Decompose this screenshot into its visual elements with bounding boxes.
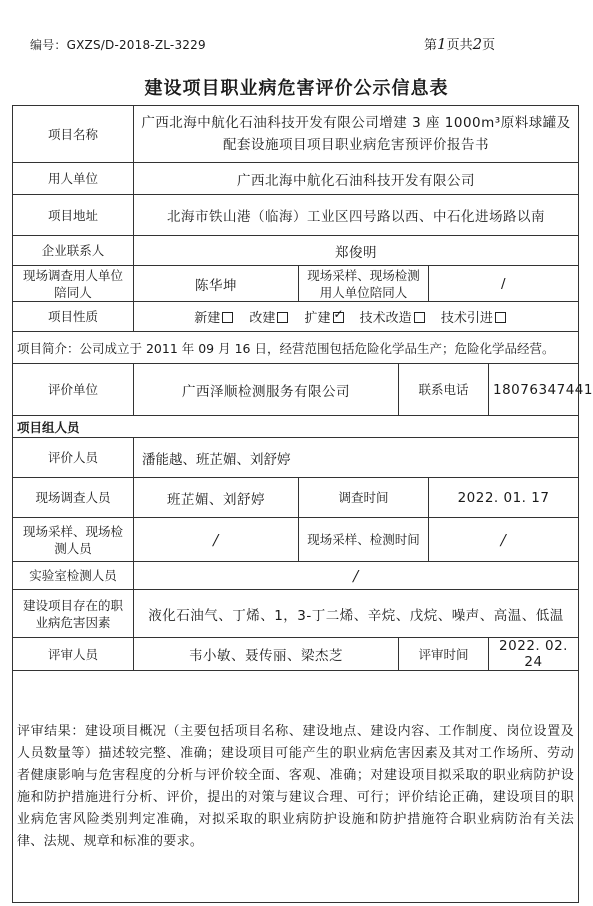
survey-time-value: 2022. 01. 17 bbox=[429, 478, 579, 518]
lab-staff-label: 实验室检测人员 bbox=[13, 562, 134, 590]
nature-new-checkbox[interactable] bbox=[222, 312, 233, 323]
nature-new-label: 新建 bbox=[194, 311, 221, 326]
survey-time-label: 调查时间 bbox=[299, 478, 429, 518]
project-name-label: 项目名称 bbox=[13, 106, 134, 163]
row-team-header bbox=[13, 416, 579, 438]
row-reviewers bbox=[13, 638, 579, 671]
eval-unit-value: 广西泽顺检测服务有限公司 bbox=[134, 364, 399, 416]
lab-staff-value: / bbox=[134, 562, 579, 590]
nature-option-rebuild bbox=[249, 311, 294, 326]
row-intro bbox=[13, 332, 579, 364]
row-project-nature bbox=[13, 302, 579, 332]
employer-label: 用人单位 bbox=[13, 163, 134, 195]
sampling-staff-label: 现场采样、现场检测人员 bbox=[13, 518, 134, 562]
nature-expand-label: 扩建 bbox=[304, 311, 331, 326]
page-title: 建设项目职业病危害评价公示信息表 bbox=[144, 78, 449, 99]
review-conclusion: 评审结果：建设项目概况（主要包括项目名称、建设地点、建设内容、工作制度、岗位设置及人员数量等）描述较完整、准确；建设项目可能产生的职业病危害因素及其对工作场所、劳动者健康影响与危害程度的分析与评价较全面、客观、准确；对建设项目拟采取的职业病防护设施和防护措施进行分析、评价，提出的对策与建议合理、可行；评价结论正确，建设项目的职业病危害风险类别判定准确，对拟采取的职业病防护设施和防护措施符合职业病防治有关法律、法规、规章和标准的要求。 bbox=[13, 671, 579, 903]
nature-rebuild-checkbox[interactable] bbox=[277, 312, 288, 323]
survey-companion-value: 陈华坤 bbox=[134, 266, 299, 302]
sampling-time-label: 现场采样、检测时间 bbox=[299, 518, 429, 562]
survey-companion-label: 现场调查用人单位陪同人 bbox=[13, 266, 134, 302]
nature-option-tech-upgrade bbox=[360, 311, 431, 326]
address-label: 项目地址 bbox=[13, 195, 134, 236]
nature-option-expand bbox=[305, 311, 350, 326]
project-name-value: 广西北海中航化石油科技开发有限公司增建 3 座 1000m³原料球罐及配套设施项目项目职业病危害预评价报告书 bbox=[134, 106, 579, 163]
reviewers-label: 评审人员 bbox=[13, 638, 134, 671]
nature-tech-import-checkbox[interactable] bbox=[495, 312, 506, 323]
contact-label: 企业联系人 bbox=[13, 236, 134, 266]
reviewers-value: 韦小敏、聂传丽、梁杰芝 bbox=[134, 638, 399, 671]
row-survey-staff bbox=[13, 478, 579, 518]
eval-unit-label: 评价单位 bbox=[13, 364, 134, 416]
row-lab-staff bbox=[13, 562, 579, 590]
page-prefix: 第 bbox=[424, 38, 438, 53]
nature-option-new bbox=[194, 311, 239, 326]
row-employer bbox=[13, 163, 579, 195]
nature-options bbox=[134, 302, 579, 332]
team-header: 项目组人员 bbox=[13, 416, 579, 438]
page-suffix: 页 bbox=[482, 38, 496, 53]
nature-tech-upgrade-label: 技术改造 bbox=[359, 311, 412, 326]
survey-staff-value: 班芷媚、刘舒婷 bbox=[134, 478, 299, 518]
evaluators-label: 评价人员 bbox=[13, 438, 134, 478]
address-value: 北海市铁山港（临海）工业区四号路以西、中石化进场路以南 bbox=[134, 195, 579, 236]
review-time-label: 评审时间 bbox=[399, 638, 489, 671]
nature-rebuild-label: 改建 bbox=[249, 311, 276, 326]
review-time-value: 2022. 02. 24 bbox=[489, 638, 579, 671]
row-hazards bbox=[13, 590, 579, 638]
row-contact bbox=[13, 236, 579, 266]
page-current: 1 bbox=[437, 35, 447, 53]
row-conclusion bbox=[13, 671, 579, 903]
nature-option-tech-import bbox=[441, 311, 512, 326]
sampling-time-value: / bbox=[429, 518, 579, 562]
page-indicator bbox=[424, 34, 495, 53]
sampling-companion-value: / bbox=[429, 266, 579, 302]
row-evaluators bbox=[13, 438, 579, 478]
row-companions bbox=[13, 266, 579, 302]
nature-tech-upgrade-checkbox[interactable] bbox=[414, 312, 425, 323]
contact-value: 郑俊明 bbox=[134, 236, 579, 266]
project-intro: 项目简介：公司成立于 2011 年 09 月 16 日，经营范围包括危险化学品生产；危险化学品经营。 bbox=[13, 332, 579, 364]
page-total: 2 bbox=[472, 35, 483, 53]
phone-value: 18076347441 bbox=[489, 364, 579, 416]
survey-staff-label: 现场调查人员 bbox=[13, 478, 134, 518]
nature-expand-checkbox[interactable] bbox=[333, 312, 344, 323]
page-mid: 页共 bbox=[446, 38, 473, 53]
sampling-staff-value: / bbox=[134, 518, 299, 562]
row-eval-unit bbox=[13, 364, 579, 416]
row-sampling-staff bbox=[13, 518, 579, 562]
hazards-value: 液化石油气、丁烯、1，3-丁二烯、辛烷、戊烷、噪声、高温、低温 bbox=[134, 590, 579, 638]
employer-value: 广西北海中航化石油科技开发有限公司 bbox=[134, 163, 579, 195]
document-serial-number: 编号：GXZS/D-2018-ZL-3229 bbox=[30, 38, 206, 52]
disclosure-form-table bbox=[12, 105, 593, 903]
row-project-name bbox=[13, 106, 579, 163]
evaluators-value: 潘能越、班芷媚、刘舒婷 bbox=[134, 438, 579, 478]
hazards-label: 建设项目存在的职业病危害因素 bbox=[13, 590, 134, 638]
nature-tech-import-label: 技术引进 bbox=[440, 311, 493, 326]
sampling-companion-label: 现场采样、现场检测用人单位陪同人 bbox=[299, 266, 429, 302]
nature-label: 项目性质 bbox=[13, 302, 134, 332]
phone-label: 联系电话 bbox=[399, 364, 489, 416]
row-address bbox=[13, 195, 579, 236]
